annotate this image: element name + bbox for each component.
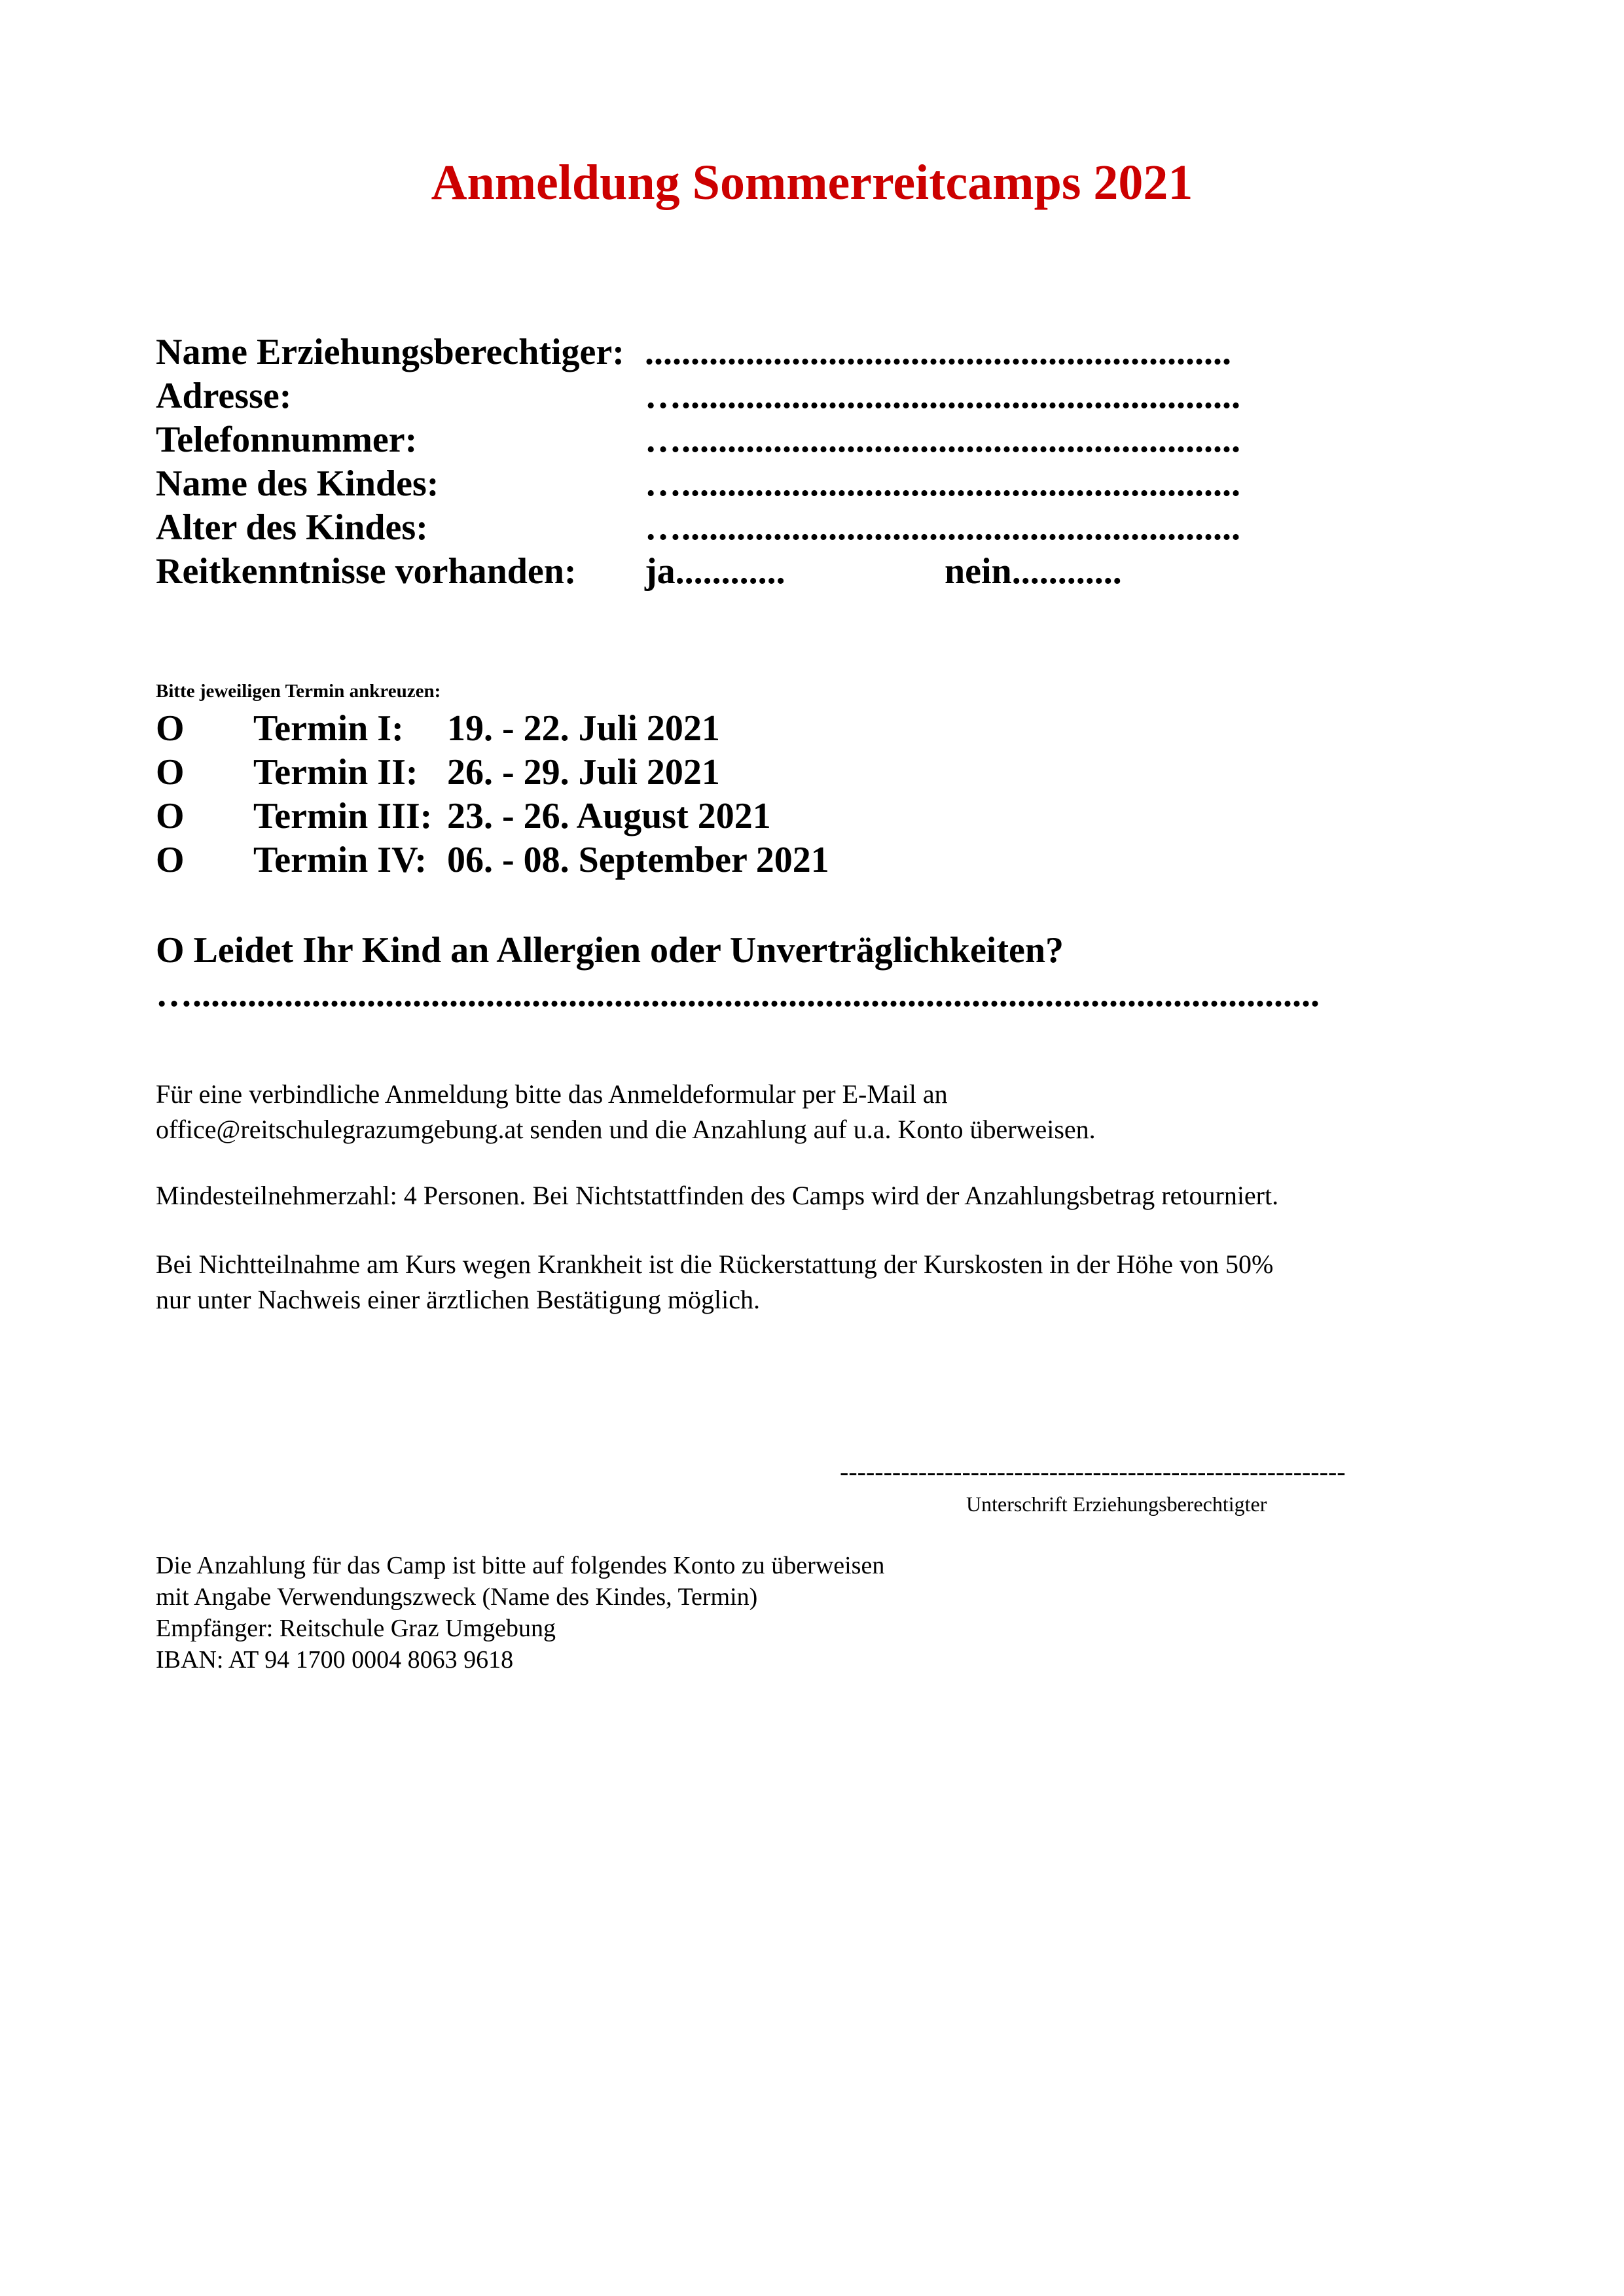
field-label-riding-skills: Reitkenntnisse vorhanden:: [156, 551, 577, 592]
allergy-answer-line[interactable]: …...........................................................................................................................: [156, 974, 1320, 1014]
info-paragraph-line: office@reitschulegrazumgebung.at senden und die Anzahlung auf u.a. Konto überweisen.: [156, 1115, 1096, 1144]
bank-info-line: mit Angabe Verwendungszweck (Name des Kindes, Termin): [156, 1583, 758, 1611]
field-value-address[interactable]: ….............................................................: [645, 376, 1240, 416]
bank-info-iban: IBAN: AT 94 1700 0004 8063 9618: [156, 1646, 514, 1674]
field-label-child-age: Alter des Kindes:: [156, 507, 428, 548]
field-value-child-name[interactable]: ….............................................................: [645, 463, 1240, 504]
signature-line[interactable]: ----------------------------------------------------------: [840, 1457, 1346, 1486]
termin-3-checkbox[interactable]: O: [156, 796, 185, 836]
termin-3-name: Termin III:: [253, 796, 433, 836]
field-value-parent-name[interactable]: ................................................................: [645, 332, 1231, 372]
field-value-phone[interactable]: ….............................................................: [645, 420, 1240, 460]
field-label-phone: Telefonnummer:: [156, 420, 418, 460]
field-label-address: Adresse:: [156, 376, 292, 416]
termin-3-date: 23. - 26. August 2021: [447, 796, 771, 836]
termin-1-date: 19. - 22. Juli 2021: [447, 708, 720, 749]
refund-paragraph-line: Bei Nichtteilnahme am Kurs wegen Krankheit ist die Rückerstattung der Kurskosten in der Höhe von 50%: [156, 1249, 1274, 1279]
termin-4-name: Termin IV:: [253, 840, 427, 880]
field-label-parent-name: Name Erziehungsberechtiger:: [156, 332, 624, 372]
termin-1-name: Termin I:: [253, 708, 404, 749]
riding-skills-no[interactable]: nein............: [945, 551, 1122, 592]
signature-label: Unterschrift Erziehungsberechtigter: [966, 1492, 1267, 1516]
termin-4-date: 06. - 08. September 2021: [447, 840, 829, 880]
termin-prompt: Bitte jeweiligen Termin ankreuzen:: [156, 681, 441, 702]
riding-skills-yes[interactable]: ja............: [645, 551, 785, 592]
termin-4-checkbox[interactable]: O: [156, 840, 185, 880]
allergy-question[interactable]: O Leidet Ihr Kind an Allergien oder Unverträglichkeiten?: [156, 930, 1064, 971]
min-participants-paragraph: Mindesteilnehmerzahl: 4 Personen. Bei Nichtstattfinden des Camps wird der Anzahlungsbetrag retourniert.: [156, 1181, 1279, 1210]
page-title: Anmeldung Sommerreitcamps 2021: [431, 155, 1193, 210]
bank-info-line: Die Anzahlung für das Camp ist bitte auf folgendes Konto zu überweisen: [156, 1552, 885, 1579]
refund-paragraph-line: nur unter Nachweis einer ärztlichen Bestätigung möglich.: [156, 1285, 761, 1314]
termin-2-name: Termin II:: [253, 752, 418, 793]
termin-2-date: 26. - 29. Juli 2021: [447, 752, 720, 793]
field-label-child-name: Name des Kindes:: [156, 463, 439, 504]
field-value-child-age[interactable]: ….............................................................: [645, 507, 1240, 548]
bank-info-line: Empfänger: Reitschule Graz Umgebung: [156, 1615, 556, 1642]
info-paragraph-line: Für eine verbindliche Anmeldung bitte das Anmeldeformular per E-Mail an: [156, 1079, 948, 1109]
termin-1-checkbox[interactable]: O: [156, 708, 185, 749]
termin-2-checkbox[interactable]: O: [156, 752, 185, 793]
